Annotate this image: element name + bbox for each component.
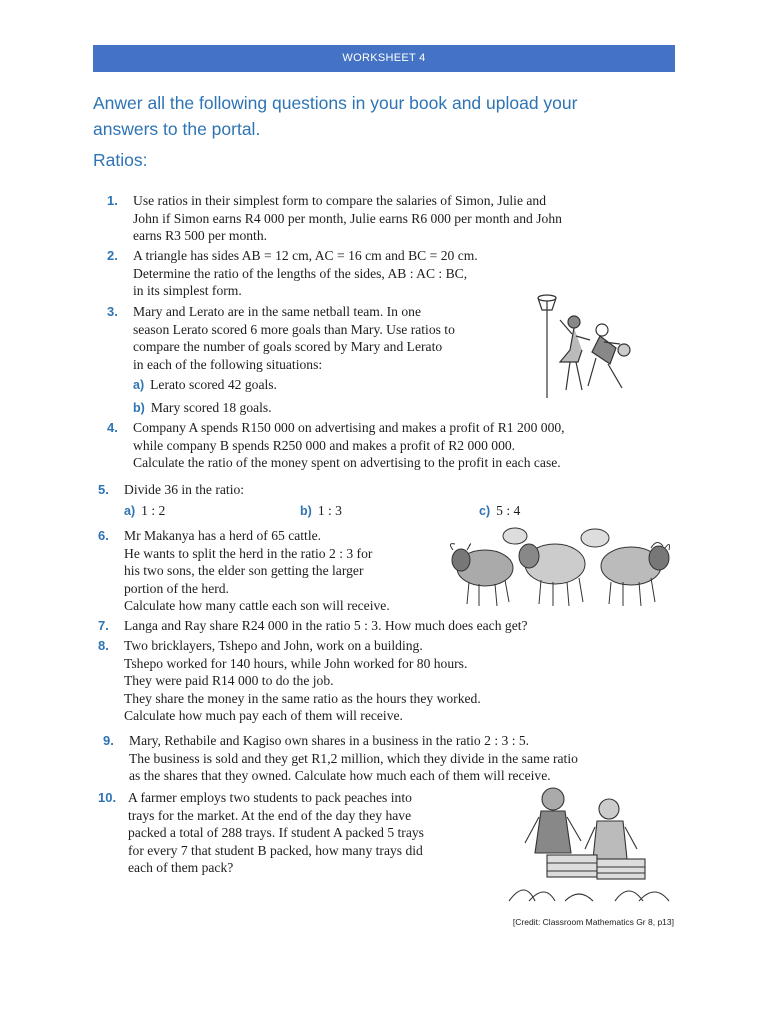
question-7 — [98, 617, 528, 635]
question-line: Mary and Lerato are in the same netball team. In one — [133, 304, 421, 319]
credit-note: [Credit: Classroom Mathematics Gr 8, p13] — [512, 917, 674, 927]
question-parts-row — [124, 502, 544, 520]
question-line: A farmer employs two students to pack peaches into — [128, 790, 412, 805]
cattle-illustration — [445, 518, 673, 610]
question-8 — [98, 637, 481, 725]
question-number: 8. — [98, 638, 109, 653]
question-line: A triangle has sides AB = 12 cm, AC = 16 cm and BC = 20 cm. — [133, 248, 478, 263]
question-line: Langa and Ray share R24 000 in the ratio 5 : 3. How much does each get? — [124, 618, 528, 633]
part-label: a) — [124, 503, 136, 518]
question-line: Mary, Rethabile and Kagiso own shares in a business in the ratio 2 : 3 : 5. — [129, 733, 530, 748]
question-line: season Lerato scored 6 more goals than Mary. Use ratios to — [133, 321, 455, 337]
question-line: as the shares that they owned. Calculate how much each of them will receive. — [129, 768, 551, 783]
question-line: for every 7 that student B packed, how many trays did — [128, 842, 423, 858]
section-heading: Ratios: — [93, 150, 148, 170]
part-text: 1 : 2 — [141, 502, 166, 518]
question-number: 4. — [107, 420, 118, 435]
question-part — [124, 502, 165, 521]
question-line: Mr Makanya has a herd of 65 cattle. — [124, 528, 322, 543]
question-line: his two sons, the elder son getting the larger — [124, 563, 364, 578]
question-line: in its simplest form. — [133, 283, 242, 298]
part-label: b) — [133, 400, 145, 415]
worksheet-banner: WORKSHEET 4 — [93, 45, 675, 72]
instructions-line-2: answers to the portal. — [93, 119, 261, 139]
question-line: They were paid R14 000 to do the job. — [124, 673, 334, 688]
question-line: Use ratios in their simplest form to compare the salaries of Simon, Julie and — [133, 193, 547, 208]
part-text: Mary scored 18 goals. — [150, 399, 272, 415]
part-text: 5 : 4 — [496, 502, 521, 518]
instructions-line-1: Anwer all the following questions in your book and upload your — [93, 93, 578, 113]
question-line: portion of the herd. — [124, 580, 229, 596]
question-part — [300, 502, 342, 521]
question-6 — [98, 527, 390, 615]
students-illustration — [505, 783, 673, 905]
question-line: packed a total of 288 trays. If student A packed 5 trays — [128, 825, 424, 840]
question-line: trays for the market. At the end of the day they have — [128, 807, 412, 823]
question-9 — [103, 732, 578, 785]
question-line: Calculate how many cattle each son will receive. — [124, 598, 390, 613]
question-line: in each of the following situations: — [133, 356, 323, 372]
question-number: 1. — [107, 193, 118, 208]
part-text: Lerato scored 42 goals. — [150, 377, 277, 392]
question-number: 3. — [107, 304, 118, 319]
part-text: 1 : 3 — [317, 502, 342, 518]
question-line: while company B spends R250 000 and makes a profit of R2 000 000. — [133, 437, 516, 453]
question-4 — [107, 419, 565, 472]
question-10 — [98, 789, 424, 877]
question-line: They share the money in the same ratio as the hours they worked. — [124, 690, 481, 706]
netball-illustration — [530, 290, 640, 402]
question-number: 9. — [103, 733, 114, 748]
question-line: Determine the ratio of the lengths of the sides, AB : AC : BC, — [133, 265, 468, 281]
question-line: Two bricklayers, Tshepo and John, work on a building. — [124, 638, 423, 653]
question-2 — [107, 247, 478, 300]
question-line: The business is sold and they get R1,2 million, which they divide in the same ratio — [129, 750, 578, 766]
question-number: 7. — [98, 618, 109, 633]
question-1 — [107, 192, 562, 245]
question-line: He wants to split the herd in the ratio 2 : 3 for — [124, 545, 373, 561]
question-line: John if Simon earns R4 000 per month, Julie earns R6 000 per month and John — [133, 210, 562, 226]
question-line: Divide 36 in the ratio: — [124, 482, 245, 497]
question-line: Calculate how much pay each of them will receive. — [124, 708, 403, 723]
question-number: 10. — [98, 790, 117, 805]
question-3 — [107, 303, 455, 417]
question-line: Tshepo worked for 140 hours, while John worked for 80 hours. — [124, 655, 468, 671]
question-number: 5. — [98, 482, 109, 497]
question-line: compare the number of goals scored by Mary and Lerato — [133, 339, 443, 354]
question-line: Company A spends R150 000 on advertising and makes a profit of R1 200 000, — [133, 420, 565, 435]
part-label: c) — [479, 503, 491, 518]
question-line: earns R3 500 per month. — [133, 228, 268, 243]
instructions — [93, 90, 693, 142]
question-number: 6. — [98, 528, 109, 543]
question-5 — [98, 481, 544, 520]
question-part — [133, 376, 455, 395]
question-line: Calculate the ratio of the money spent on advertising to the profit in each case. — [133, 455, 561, 470]
question-part — [133, 399, 455, 418]
part-label: a) — [133, 378, 145, 392]
part-label: b) — [300, 503, 312, 518]
question-line: each of them pack? — [128, 860, 234, 875]
question-number: 2. — [107, 248, 118, 263]
